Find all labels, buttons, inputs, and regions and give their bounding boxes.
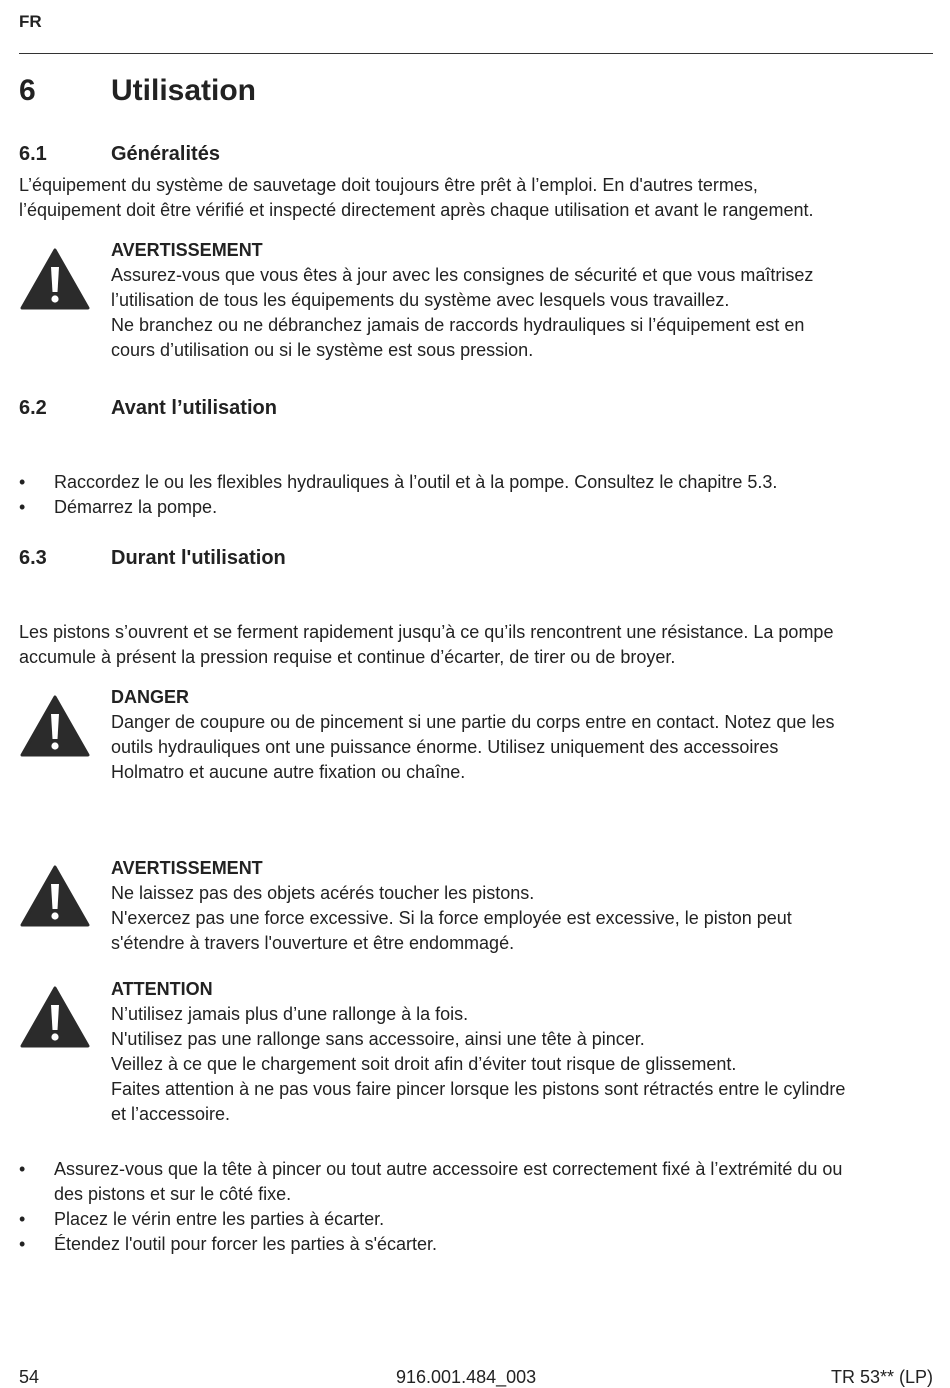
paragraph-line: accumule à présent la pression requise et continue d’écarter, de tirer ou de broyer. (19, 647, 676, 667)
notice-line: N’utilisez jamais plus d’une rallonge à la fois. (111, 1004, 469, 1024)
list-item-text: Étendez l'outil pour forcer les parties à s'écarter. (54, 1234, 438, 1254)
list-item (19, 1232, 934, 1257)
bullet-list-avant (19, 470, 934, 520)
list-item (19, 470, 934, 495)
section-number: 6 (19, 74, 36, 107)
bullet-list-durant (19, 1157, 934, 1257)
document-number: 916.001.484_003 (396, 1367, 537, 1387)
list-item-text: Assurez-vous que la tête à pincer ou tout autre accessoire est correctement fixé à l’extrémité du ou (54, 1159, 843, 1179)
attention-notice (111, 977, 933, 1127)
subsection-6-3-title: Durant l'utilisation (111, 547, 286, 569)
header-rule (19, 53, 933, 54)
notice-line: Faites attention à ne pas vous faire pincer lorsque les pistons sont rétractés entre le cylindre (111, 1079, 846, 1099)
paragraph-line: L’équipement du système de sauvetage doit toujours être prêt à l’emploi. En d'autres termes, (19, 175, 758, 195)
paragraph-line: Les pistons s’ouvrent et se ferment rapidement jusqu’à ce qu’ils rencontrent une résistance. La pompe (19, 622, 834, 642)
list-item (19, 1157, 934, 1207)
warning-triangle-icon (20, 986, 90, 1048)
paragraph-generalites (19, 173, 934, 223)
model-name: TR 53** (LP) (830, 1367, 933, 1387)
list-item (19, 1207, 934, 1232)
page-number: 54 (19, 1367, 40, 1387)
bullet-mark: • (19, 1234, 26, 1254)
list-item-text: Raccordez le ou les flexibles hydrauliques à l’outil et à la pompe. Consultez le chapitre 5.3. (54, 472, 778, 492)
section-title: Utilisation (111, 74, 257, 107)
subsection-6-2-number: 6.2 (19, 397, 47, 419)
notice-line: Assurez-vous que vous êtes à jour avec les consignes de sécurité et que vous maîtrisez (111, 265, 814, 285)
danger-notice (111, 685, 933, 785)
warning-notice-6-3 (111, 856, 933, 956)
notice-line: Danger de coupure ou de pincement si une partie du corps entre en contact. Notez que les (111, 712, 835, 732)
paragraph-line: l’équipement doit être vérifié et inspecté directement après chaque utilisation et avant le rangement. (19, 200, 814, 220)
notice-line: Ne branchez ou ne débranchez jamais de raccords hydrauliques si l’équipement est en (111, 315, 805, 335)
language-code: FR (19, 12, 42, 31)
subsection-6-2-title: Avant l’utilisation (111, 397, 277, 419)
notice-label: AVERTISSEMENT (111, 240, 263, 260)
paragraph-durant (19, 620, 934, 670)
list-item-text: Démarrez la pompe. (54, 497, 218, 517)
bullet-mark: • (19, 472, 26, 492)
subsection-6-3-number: 6.3 (19, 547, 47, 569)
notice-line: outils hydrauliques ont une puissance énorme. Utilisez uniquement des accessoires (111, 737, 779, 757)
warning-triangle-icon (20, 248, 90, 310)
bullet-mark: • (19, 1209, 26, 1229)
subsection-6-1-number: 6.1 (19, 143, 47, 165)
warning-triangle-icon (20, 695, 90, 757)
notice-line: Holmatro et aucune autre fixation ou chaîne. (111, 762, 466, 782)
list-item-text: Placez le vérin entre les parties à écarter. (54, 1209, 385, 1229)
bullet-mark: • (19, 497, 26, 517)
notice-line: l’utilisation de tous les équipements du système avec lesquels vous travaillez. (111, 290, 730, 310)
subsection-6-1-title: Généralités (111, 143, 220, 165)
notice-label: ATTENTION (111, 979, 213, 999)
notice-label: AVERTISSEMENT (111, 858, 263, 878)
notice-line: s'étendre à travers l'ouverture et être endommagé. (111, 933, 515, 953)
warning-triangle-icon (20, 865, 90, 927)
notice-line: et l’accessoire. (111, 1104, 231, 1124)
warning-notice-6-1 (111, 238, 933, 363)
list-item (19, 495, 934, 520)
notice-line: N'utilisez pas une rallonge sans accessoire, ainsi une tête à pincer. (111, 1029, 645, 1049)
notice-line: cours d’utilisation ou si le système est sous pression. (111, 340, 534, 360)
notice-label: DANGER (111, 687, 190, 707)
bullet-mark: • (19, 1159, 26, 1179)
list-item-text: des pistons et sur le côté fixe. (54, 1184, 292, 1204)
notice-line: N'exercez pas une force excessive. Si la force employée est excessive, le piston peut (111, 908, 792, 928)
notice-line: Veillez à ce que le chargement soit droit afin d’éviter tout risque de glissement. (111, 1054, 737, 1074)
notice-line: Ne laissez pas des objets acérés toucher les pistons. (111, 883, 535, 903)
